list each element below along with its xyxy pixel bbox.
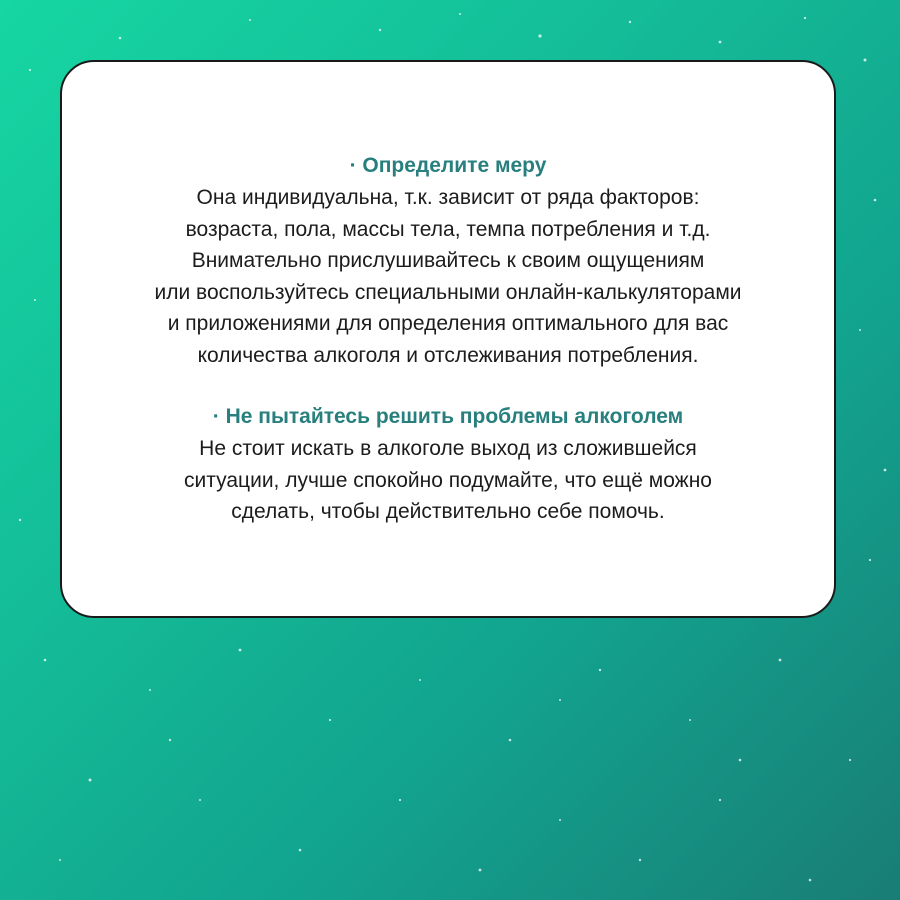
section-dont-solve-problems: [184, 401, 712, 528]
text-line: сделать, чтобы действительно себе помочь.: [231, 500, 665, 524]
text-line: и приложениями для определения оптимального для вас: [167, 312, 729, 336]
text-line: возраста, пола, массы тела, темпа потребления и т.д.: [185, 217, 711, 241]
text-line: количества алкоголя и отслеживания потребления.: [197, 343, 699, 367]
text-line: Внимательно прислушивайтесь к своим ощущениям: [191, 249, 705, 273]
section-determine-measure: [155, 150, 742, 371]
section-heading: · Не пытайтесь решить проблемы алкоголем: [212, 405, 684, 429]
text-line: или воспользуйтесь специальными онлайн-калькуляторами: [154, 280, 742, 304]
text-line: Не стоит искать в алкоголе выход из сложившейся: [199, 437, 697, 461]
text-line: ситуации, лучше спокойно подумайте, что ещё можно: [184, 468, 712, 492]
text-line: Она индивидуальна, т.к. зависит от ряда факторов:: [196, 186, 700, 210]
section-heading: · Определите меру: [349, 154, 547, 178]
info-card: [60, 60, 836, 618]
